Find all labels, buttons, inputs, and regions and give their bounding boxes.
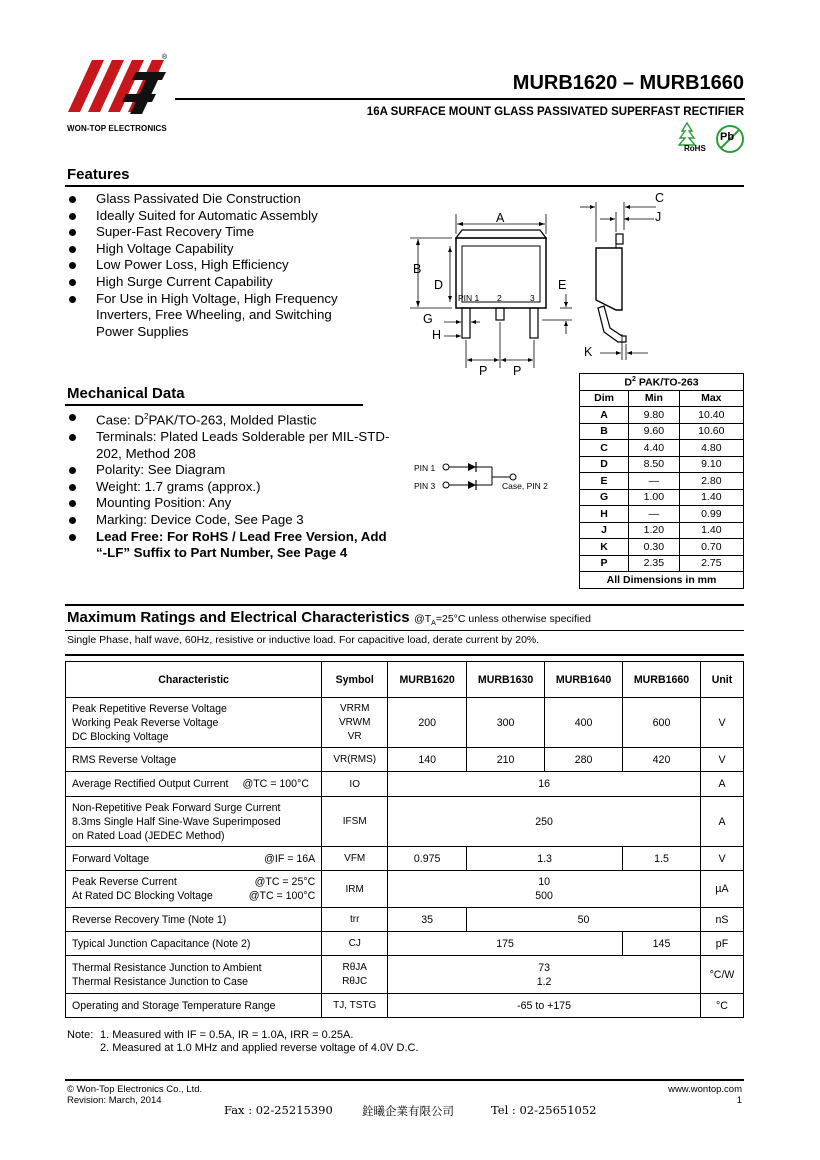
dim-label-p1: P: [479, 364, 488, 378]
dim-col-min: Min: [629, 390, 680, 407]
list-item: Marking: Device Code, See Page 3: [67, 512, 397, 529]
list-item: Polarity: See Diagram: [67, 462, 397, 479]
list-item: Low Power Loss, High Efficiency: [67, 257, 367, 274]
note-1: 1. Measured with IF = 0.5A, IR = 1.0A, IRR = 0.25A.: [100, 1029, 354, 1041]
pin1-label: PIN 1: [458, 293, 480, 303]
ratings-title: Maximum Ratings and Electrical Characteristics $@T_A=25^\circ C$ unless otherwise specified: [67, 609, 591, 628]
dim-col-max: Max: [679, 390, 743, 407]
pb-label: Pb: [720, 131, 735, 143]
table-row: D 8.50 9.10: [580, 456, 744, 473]
registered-mark: ®: [162, 54, 168, 61]
polarity-pin3: PIN 3: [414, 481, 436, 491]
polarity-pin1: PIN 1: [414, 463, 436, 473]
table-row: Reverse Recovery Time (Note 1) trr 35 50 nS: [66, 908, 744, 932]
polarity-case: Case, PIN 2: [502, 481, 548, 491]
list-item: Lead Free: For RoHS / Lead Free Version, Add “-LF” Suffix to Part Number, See Page 4: [67, 529, 397, 562]
table-row: Non-Repetitive Peak Forward Surge Current 8.3ms Single Half Sine-Wave Superimposed on Rated Load (JEDEC Method) IFSM 250 A: [66, 797, 744, 847]
company-logo: [66, 52, 170, 118]
table-row: Thermal Resistance Junction to Ambient Thermal Resistance Junction to Case RθJA RθJC 73 1.2 °C/W: [66, 956, 744, 994]
dim-col-dim: Dim: [580, 390, 629, 407]
ratings-table: Characteristic Symbol MURB1620 MURB1630 MURB1640 MURB1660 Unit Peak Repetitive Reverse Voltage Working Peak Reverse Voltage DC Blocking Voltage VRRM VRWM VR 200 300 400 600 V RMS Reverse Voltage VR(RMS) 140 210 280 420 V Average Rectified Output Current @TC = 100°C IO 16 A Non-Repetitive Peak Forward Surge Current 8.3ms Single Half Sine-Wave Superimposed on Rated Load (JEDEC Method) IFSM 250 A Forward Voltage @IF = 16A VFM 0.975 1.3 1.5 V Peak Reverse Current @TC = 25°C At Rated DC Blocking Voltage @TC = 100°C IRM 10 500 µA Reverse Recovery Time (Note 1) trr 35 50 nS Typical Junction Capacitance (Note 2) CJ 175 145 pF Thermal Resistance Junction to Ambient Thermal Resistance Junction to Case RθJA RθJC 73 1.2 °C/W Operating and Storage Temperature Range TJ, TSTG -65 to +175 °C: [65, 661, 744, 1018]
footer-url: www.wontop.com: [668, 1084, 742, 1095]
footer-copyright: © Won-Top Electronics Co., Ltd.: [67, 1084, 203, 1095]
pin2-label: 2: [497, 293, 502, 303]
footer-fax: Fax : 02-25215390: [224, 1103, 333, 1117]
table-row: Peak Repetitive Reverse Voltage Working Peak Reverse Voltage DC Blocking Voltage VRRM VRWM VR 200 300 400 600 V: [66, 698, 744, 748]
pin3-label: 3: [530, 293, 535, 303]
dim-label-p2: P: [513, 364, 522, 378]
features-title: Features: [67, 166, 130, 183]
list-item: High Voltage Capability: [67, 241, 367, 258]
table-row: Typical Junction Capacitance (Note 2) CJ 175 145 pF: [66, 932, 744, 956]
dim-label-j: J: [655, 210, 662, 224]
dim-label-c: C: [655, 191, 665, 205]
footer-page-number: 1: [736, 1095, 742, 1106]
footer-company-cn: 銓曦企業有限公司: [362, 1104, 454, 1118]
list-item: Terminals: Plated Leads Solderable per MIL-STD-202, Method 208: [67, 429, 397, 462]
dim-label-k: K: [584, 345, 593, 359]
footer-tel: Tel : 02-25651052: [491, 1103, 597, 1117]
dim-table-footer: All Dimensions in mm: [580, 572, 744, 589]
mechanical-title: Mechanical Data: [67, 385, 185, 402]
dim-label-g: G: [423, 312, 433, 326]
list-item: Ideally Suited for Automatic Assembly: [67, 208, 367, 225]
list-item: High Surge Current Capability: [67, 274, 367, 291]
footer-revision: Revision: March, 2014: [67, 1095, 162, 1106]
dimension-table: [579, 373, 744, 589]
table-row: Operating and Storage Temperature Range TJ, TSTG -65 to +175 °C: [66, 994, 744, 1018]
table-row: A 9.80 10.40: [580, 407, 744, 424]
dim-label-a: A: [496, 211, 505, 225]
list-item: Case: $D^2PAK/TO-263$, Molded Plastic: [67, 409, 397, 429]
table-row: B 9.60 10.60: [580, 423, 744, 440]
table-row: J 1.20 1.40: [580, 522, 744, 539]
table-row: Average Rectified Output Current @TC = 100°C IO 16 A: [66, 772, 744, 797]
table-row: Forward Voltage @IF = 16A VFM 0.975 1.3 1.5 V: [66, 847, 744, 871]
list-item: Weight: 1.7 grams (approx.): [67, 479, 397, 496]
rohs-label: RoHS: [684, 144, 706, 153]
list-item: Glass Passivated Die Construction: [67, 191, 367, 208]
table-row: C 4.40 4.80: [580, 440, 744, 457]
list-item: Super-Fast Recovery Time: [67, 224, 367, 241]
table-row: E — 2.80: [580, 473, 744, 490]
list-item: Mounting Position: Any: [67, 495, 397, 512]
table-row: P 2.35 2.75: [580, 555, 744, 572]
dim-label-h: H: [432, 328, 442, 342]
company-name: WON-TOP ELECTRONICS: [67, 124, 167, 133]
page-subtitle: 16A SURFACE MOUNT GLASS PASSIVATED SUPERFAST RECTIFIER: [366, 106, 744, 118]
dim-label-b: B: [413, 262, 422, 276]
table-row: RMS Reverse Voltage VR(RMS) 140 210 280 420 V: [66, 748, 744, 772]
page-title: MURB1620 – MURB1660: [512, 72, 744, 94]
features-list: [67, 191, 367, 340]
mechanical-list: [67, 409, 397, 562]
table-row: H — 0.99: [580, 506, 744, 523]
table-row: G 1.00 1.40: [580, 489, 744, 506]
dim-table-title: $D^2$ PAK/TO-263: [580, 374, 744, 391]
list-item: For Use in High Voltage, High Frequency Inverters, Free Wheeling, and Switching Power Supplies: [67, 291, 367, 341]
notes-label: Note:: [67, 1029, 94, 1041]
dim-label-d: D: [434, 278, 444, 292]
table-row: Peak Reverse Current @TC = 25°C At Rated DC Blocking Voltage @TC = 100°C IRM 10 500 µA: [66, 871, 744, 908]
note-2: 2. Measured at 1.0 MHz and applied reverse voltage of 4.0V D.C.: [100, 1042, 419, 1054]
ratings-description: Single Phase, half wave, 60Hz, resistive or inductive load. For capacitive load, derate current by 20%.: [67, 634, 540, 646]
table-row: K 0.30 0.70: [580, 539, 744, 556]
dim-label-e: E: [558, 278, 567, 292]
